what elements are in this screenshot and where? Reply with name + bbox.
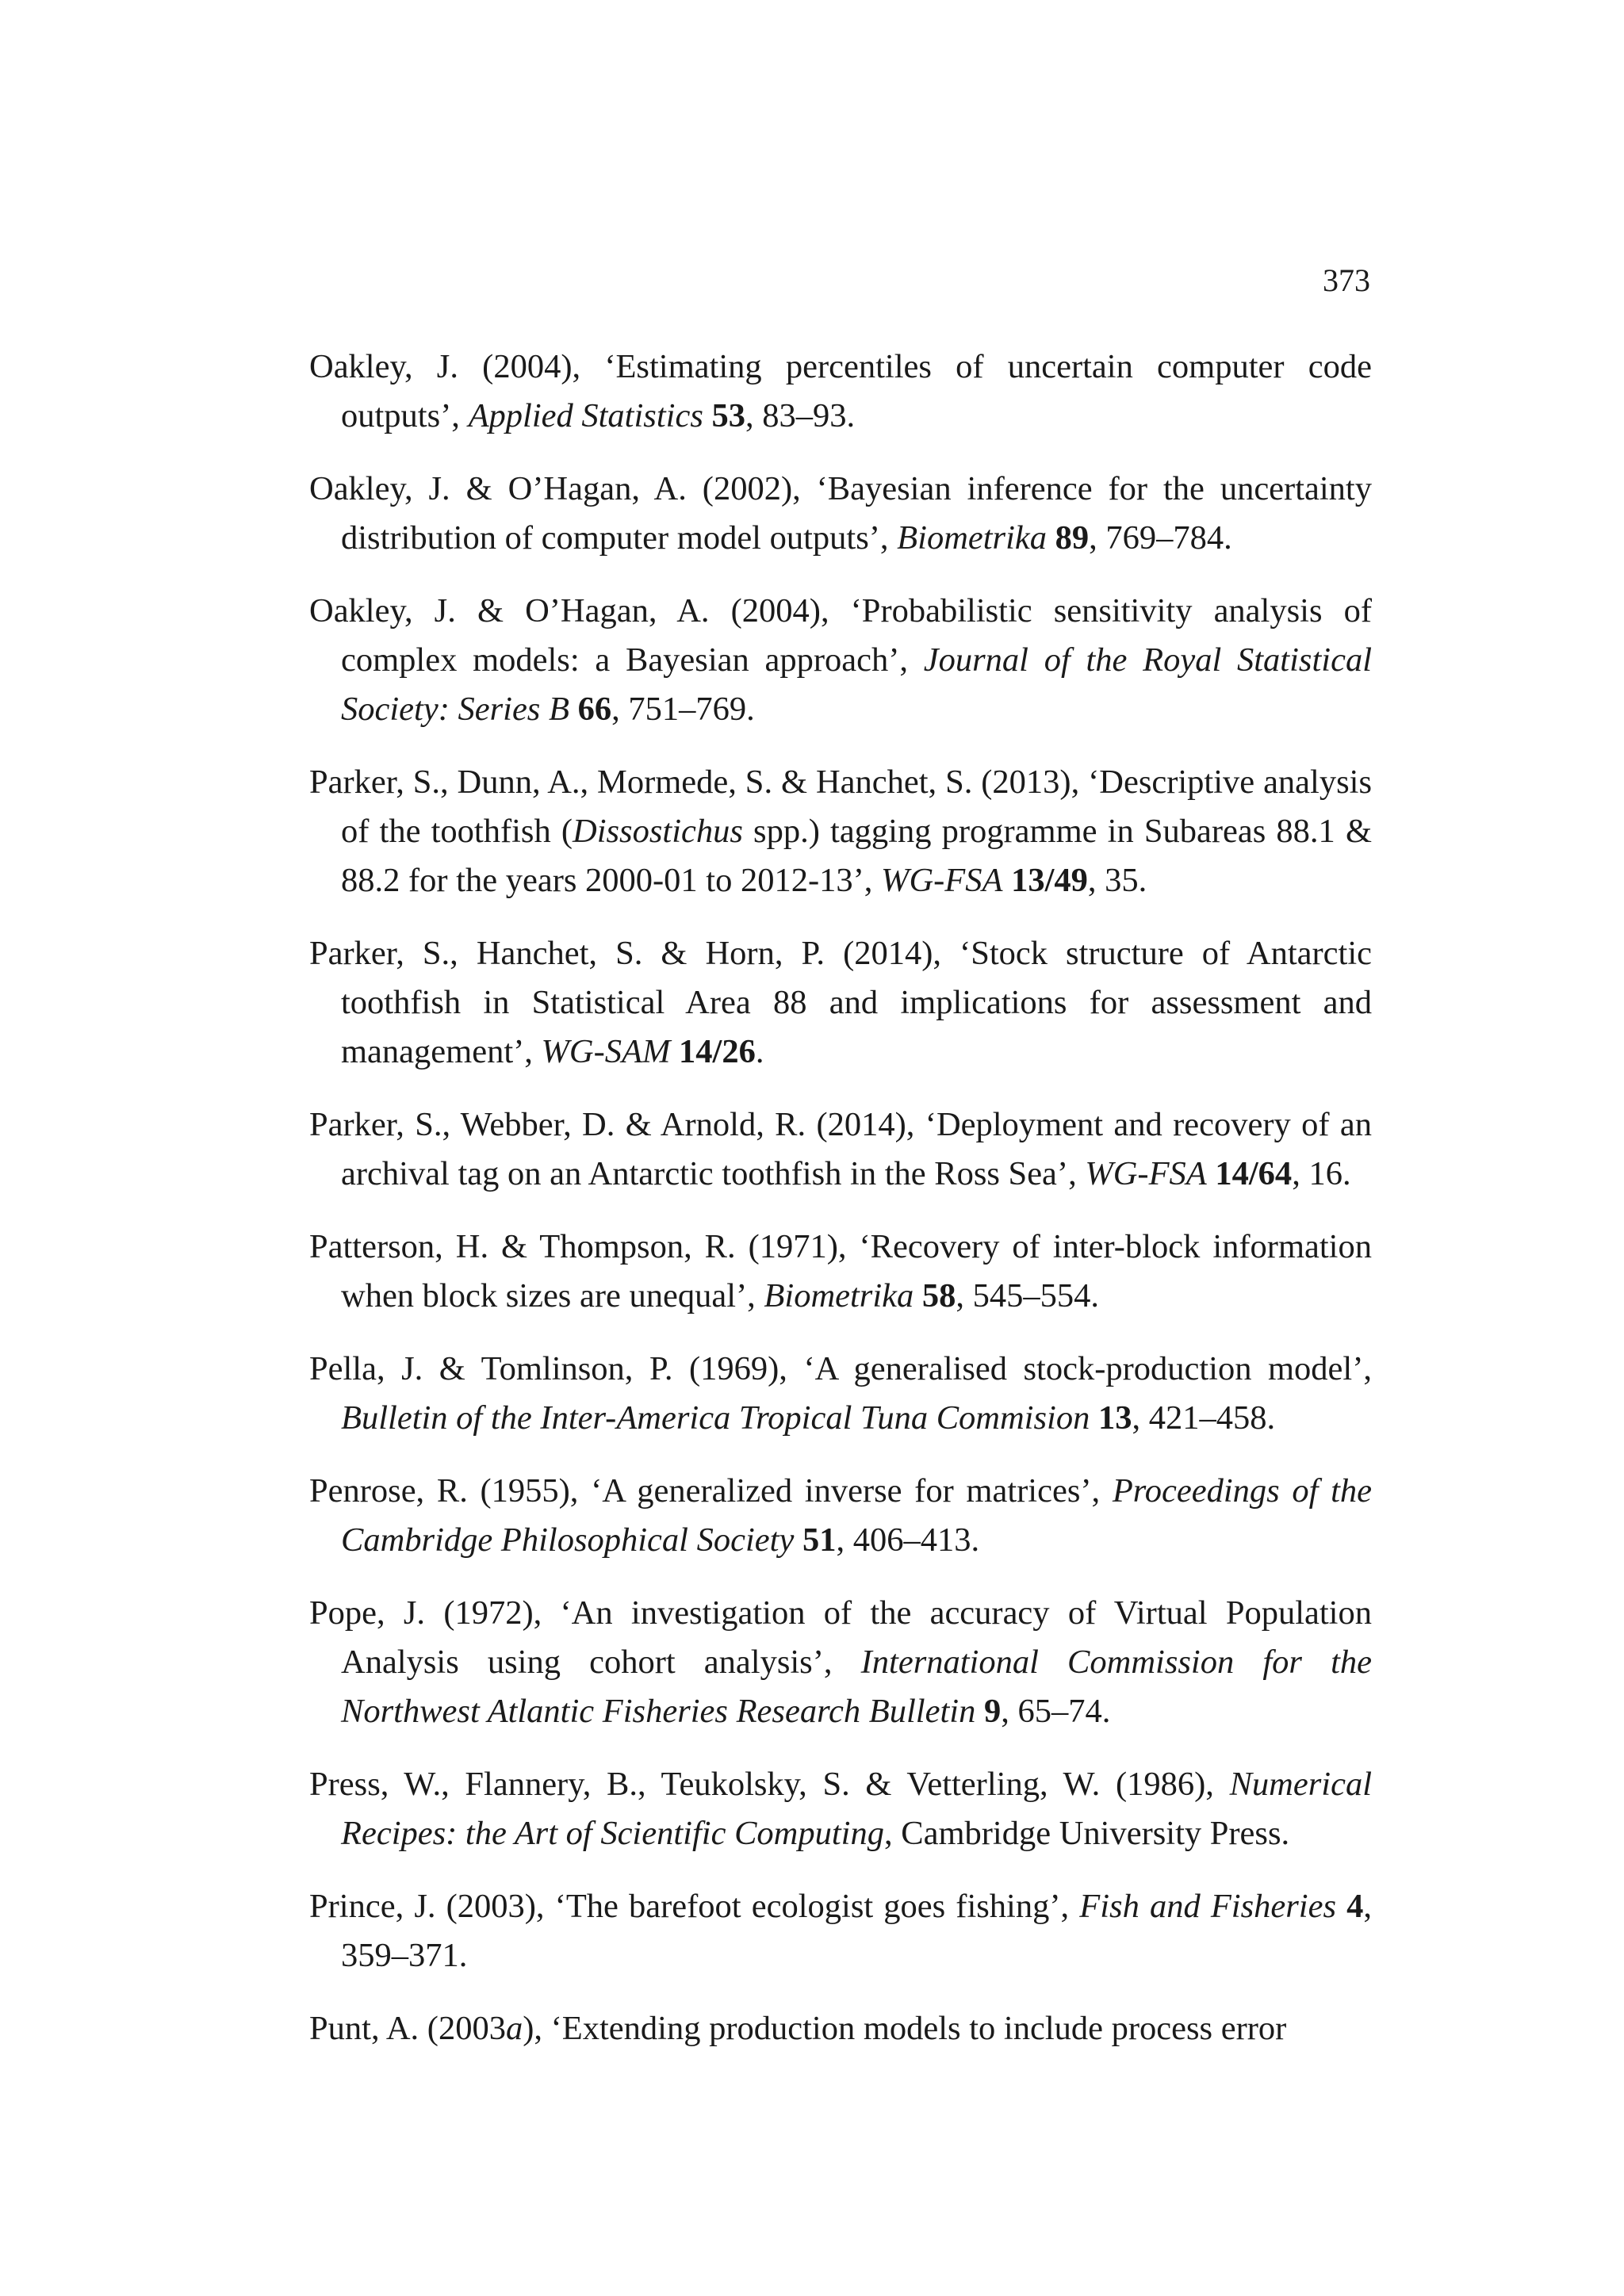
- reference-entry: [309, 1882, 1372, 1980]
- reference-italic-text: a: [505, 2010, 523, 2047]
- reference-entry: [309, 1345, 1372, 1443]
- reference-text: Press, W., Flannery, B., Teukolsky, S. & Vetterling, W. (1986),: [309, 1766, 1230, 1803]
- reference-italic-text: WG-FSA: [881, 862, 1003, 899]
- reference-text: [1090, 1399, 1098, 1437]
- reference-text: Parker, S., Webber, D. & Arnold, R. (2014), ‘Deployment and recovery of an archival tag on an Antarctic toothfish in the Ross Sea’,: [309, 1106, 1372, 1192]
- reference-text: [1336, 1888, 1346, 1925]
- reference-entry: [309, 465, 1372, 563]
- reference-entry: [309, 1467, 1372, 1565]
- reference-text: Oakley, J. (2004), ‘Estimating percentiles of uncertain computer code outputs’,: [309, 348, 1372, 434]
- reference-italic-text: Applied Statistics: [468, 397, 703, 434]
- reference-entry: [309, 929, 1372, 1077]
- reference-text: [914, 1277, 922, 1314]
- reference-text: , 35.: [1087, 862, 1147, 899]
- reference-volume: 66: [577, 691, 612, 728]
- reference-italic-text: Journal of the Royal Statistical Society: Series B: [341, 641, 1372, 728]
- reference-text: Parker, S., Hanchet, S. & Horn, P. (2014), ‘Stock structure of Antarctic toothfish in Statistical Area 88 and implications for assessment and management’,: [309, 935, 1372, 1070]
- reference-entry: [309, 342, 1372, 441]
- reference-italic-text: WG-SAM: [541, 1033, 671, 1070]
- reference-italic-text: Proceedings of the Cambridge Philosophical Society: [341, 1472, 1372, 1559]
- reference-text: Patterson, H. & Thompson, R. (1971), ‘Recovery of inter-block information when block sizes are unequal’,: [309, 1228, 1372, 1314]
- reference-text: .: [755, 1033, 764, 1070]
- reference-italic-text: Biometrika: [897, 519, 1048, 557]
- reference-text: , 83–93.: [745, 397, 856, 434]
- reference-text: [1047, 519, 1055, 557]
- reference-italic-text: Dissostichus: [573, 813, 743, 850]
- reference-entry: [309, 758, 1372, 905]
- reference-volume: 89: [1055, 519, 1090, 557]
- reference-text: , 421–458.: [1132, 1399, 1276, 1437]
- reference-text: [1207, 1155, 1216, 1192]
- reference-text: Prince, J. (2003), ‘The barefoot ecologist goes fishing’,: [309, 1888, 1080, 1925]
- reference-list: [309, 342, 1372, 2077]
- reference-volume: 51: [802, 1521, 837, 1559]
- reference-entry: [309, 1223, 1372, 1321]
- reference-volume: 14/26: [679, 1033, 756, 1070]
- reference-text: spp.) tagging programme in Subareas 88.1 & 88.2 for the years 2000-01 to 2012-13’,: [341, 813, 1372, 899]
- reference-text: , Cambridge University Press.: [883, 1815, 1290, 1852]
- reference-text: , 769–784.: [1089, 519, 1232, 557]
- page-number: 373: [1323, 262, 1370, 298]
- reference-volume: 13/49: [1011, 862, 1088, 899]
- reference-text: Pella, J. & Tomlinson, P. (1969), ‘A generalised stock-production model’,: [309, 1350, 1372, 1387]
- reference-italic-text: Fish and Fisheries: [1079, 1888, 1337, 1925]
- reference-volume: 14/64: [1215, 1155, 1293, 1192]
- reference-volume: 4: [1346, 1888, 1364, 1925]
- reference-entry: [309, 1100, 1372, 1199]
- reference-entry: [309, 2004, 1372, 2053]
- reference-entry: [309, 1760, 1372, 1858]
- reference-volume: 9: [983, 1693, 1002, 1730]
- reference-text: Oakley, J. & O’Hagan, A. (2004), ‘Probabilistic sensitivity analysis of complex models: a Bayesian approach’,: [309, 592, 1372, 679]
- reference-italic-text: Numerical Recipes: the Art of Scientific Computing: [341, 1766, 1372, 1852]
- reference-text: [670, 1033, 679, 1070]
- reference-entry: [309, 587, 1372, 734]
- reference-text: , 751–769.: [611, 691, 755, 728]
- reference-text: , 65–74.: [1001, 1693, 1111, 1730]
- reference-text: , 406–413.: [836, 1521, 980, 1559]
- reference-text: , 545–554.: [956, 1277, 1100, 1314]
- reference-italic-text: Biometrika: [764, 1277, 914, 1314]
- reference-italic-text: International Commission for the Northwest Atlantic Fisheries Research Bulletin: [341, 1644, 1373, 1730]
- reference-entry: [309, 1589, 1372, 1736]
- reference-volume: 58: [921, 1277, 956, 1314]
- reference-text: ), ‘Extending production models to include process error: [523, 2010, 1287, 2047]
- reference-text: [975, 1693, 984, 1730]
- reference-italic-text: WG-FSA: [1085, 1155, 1207, 1192]
- reference-text: [794, 1521, 802, 1559]
- reference-text: Oakley, J. & O’Hagan, A. (2002), ‘Bayesian inference for the uncertainty distribution of computer model outputs’,: [309, 470, 1372, 557]
- reference-text: , 16.: [1292, 1155, 1351, 1192]
- reference-text: Penrose, R. (1955), ‘A generalized inverse for matrices’,: [309, 1472, 1113, 1510]
- reference-text: Parker, S., Dunn, A., Mormede, S. & Hanchet, S. (2013), ‘Descriptive analysis of the toothfish (: [309, 763, 1372, 850]
- reference-volume: 53: [711, 397, 745, 434]
- reference-volume: 13: [1097, 1399, 1132, 1437]
- reference-text: [1002, 862, 1011, 899]
- reference-text: , 359–371.: [341, 1888, 1373, 1974]
- reference-text: [703, 397, 712, 434]
- reference-text: Punt, A. (2003: [309, 2010, 506, 2047]
- reference-text: [569, 691, 578, 728]
- reference-text: Pope, J. (1972), ‘An investigation of the accuracy of Virtual Population Analysis using cohort analysis’,: [309, 1594, 1372, 1681]
- reference-italic-text: Bulletin of the Inter-America Tropical Tuna Commision: [341, 1399, 1090, 1437]
